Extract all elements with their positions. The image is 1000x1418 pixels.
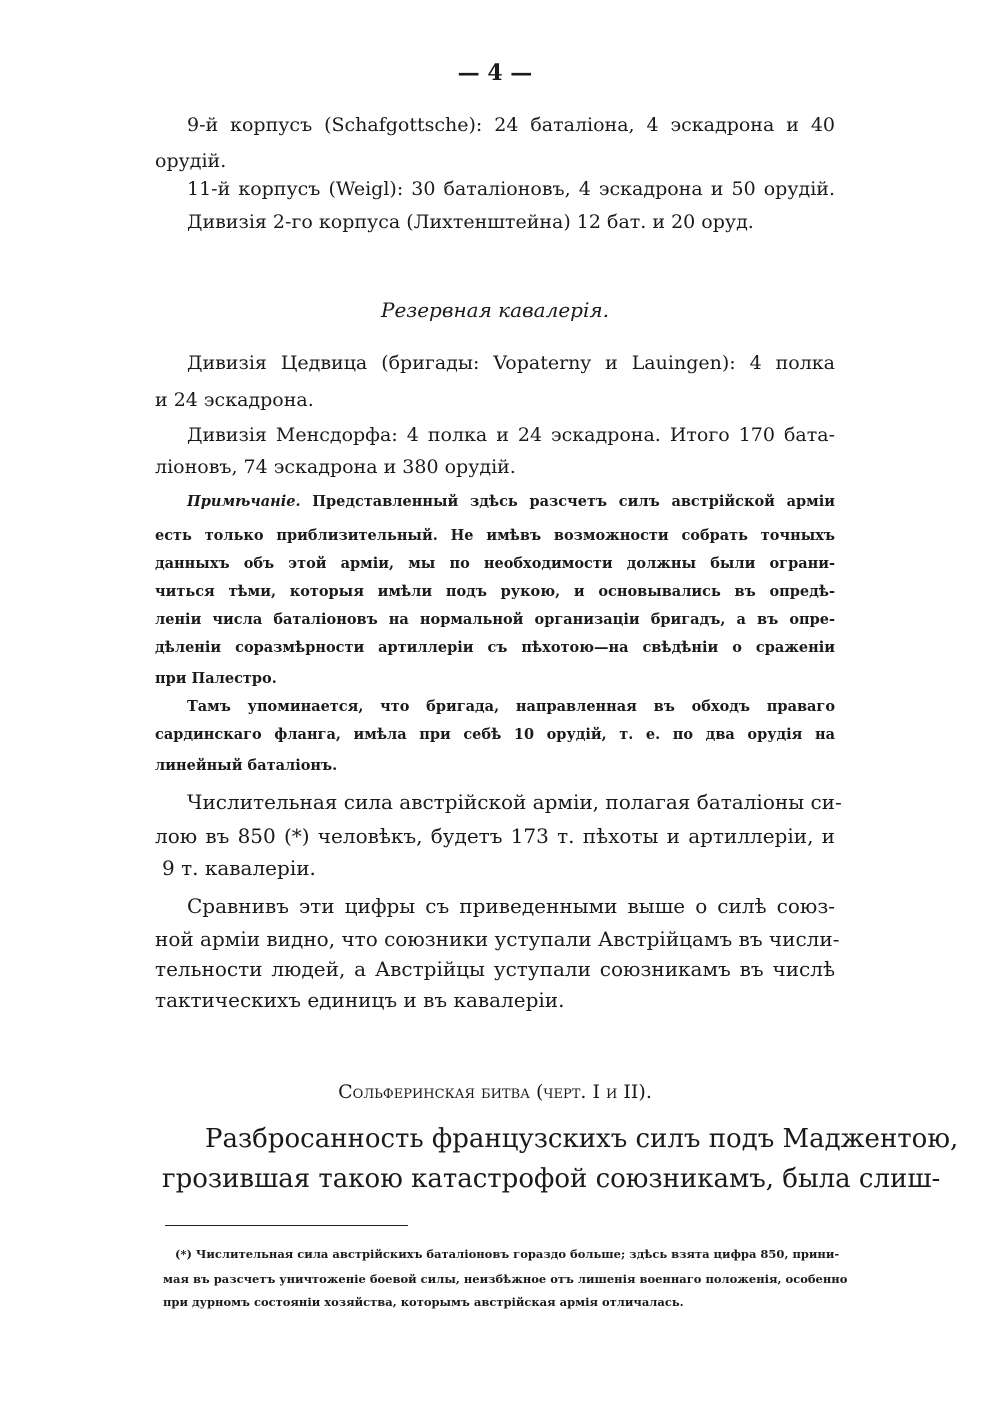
text-line: Сравнивъ эти цифры съ приведенными выше о силѣ союз-: [187, 894, 835, 918]
text-line: 11-й корпусъ (Weigl): 30 баталiоновъ, 4 эскадрона и 50 орудiй.: [187, 178, 835, 200]
text-line: тельности людей, а Австрiйцы уступали союзникамъ въ числѣ: [155, 957, 835, 981]
section-heading: Резервная кавалерiя.: [381, 298, 609, 322]
footnote-rule: [165, 1225, 408, 1226]
note-line: есть только приблизительный. Не имѣвъ возможности собрать точныхъ: [155, 527, 835, 544]
footnote-line: мая въ разсчетъ уничтоженiе боевой силы, неизбѣжное отъ лишенiя военнаго положенiя, особенно: [163, 1272, 848, 1286]
text-line: лою въ 850 (*) человѣкъ, будетъ 173 т. пѣхоты и артиллерiи, и: [155, 824, 835, 848]
text-line: Дивизiя 2-го корпуса (Лихтенштейна) 12 бат. и 20 оруд.: [187, 211, 754, 233]
text-line: ной армiи видно, что союзники уступали Австрiйцамъ въ числи-: [155, 927, 840, 951]
text-line: Дивизiя Менсдорфа: 4 полка и 24 эскадрона. Итого 170 бата-: [187, 424, 835, 446]
note-line: данныхъ объ этой армiи, мы по необходимости должны были ограни-: [155, 555, 835, 572]
note-line: линейный баталiонъ.: [155, 757, 338, 774]
text-line: грозившая такою катастрофой союзникамъ, была слиш-: [162, 1164, 941, 1194]
note-line: читься тѣми, которыя имѣли подъ рукою, и основывались въ опредѣ-: [155, 583, 835, 600]
note-line: при Палестро.: [155, 670, 277, 687]
note-line: ленiи числа баталiоновъ на нормальной организацiи бригадъ, а въ опре-: [155, 611, 835, 628]
note-line: Примѣчанiе. Представленный здѣсь разсчетъ силъ австрiйской армiи: [187, 493, 835, 510]
text-line: и 24 эскадрона.: [155, 389, 314, 411]
note-label: Примѣчанiе.: [187, 493, 301, 510]
footnote-line: при дурномъ состоянiи хозяйства, которымъ австрiйская армiя отличалась.: [163, 1295, 684, 1309]
text-line: Числительная сила австрiйской армiи, полагая баталiоны си-: [187, 790, 842, 814]
text-line: Дивизiя Цедвица (бригады: Vopaterny и Lauingen): 4 полка: [187, 352, 835, 374]
note-line: Тамъ упоминается, что бригада, направленная въ обходъ праваго: [187, 698, 835, 715]
footnote-line: (*) Числительная сила австрiйскихъ баталiоновъ гораздо больше; здѣсь взята цифра 850, прини-: [175, 1247, 840, 1261]
note-line: сардинскаго фланга, имѣла при себѣ 10 орудiй, т. е. по два орудiя на: [155, 726, 835, 743]
text-line: 9 т. кавалерiи.: [162, 856, 316, 880]
note-line: дѣленiи соразмѣрности артиллерiи съ пѣхотою—на свѣдѣнiи о сраженiи: [155, 639, 835, 656]
text-line: 9-й корпусъ (Schafgottsche): 24 баталiона, 4 эскадрона и 40: [187, 114, 835, 136]
section-heading: Сольферинская битва (черт. I и II).: [338, 1081, 652, 1103]
text-line: тактическихъ единицъ и въ кавалерiи.: [155, 988, 565, 1012]
text-line: орудiй.: [155, 150, 227, 172]
page-number: — 4 —: [457, 60, 533, 86]
text-line: лiоновъ, 74 эскадрона и 380 орудiй.: [155, 456, 516, 478]
text-line: Разбросанность французскихъ силъ подъ Маджентою,: [205, 1124, 959, 1154]
